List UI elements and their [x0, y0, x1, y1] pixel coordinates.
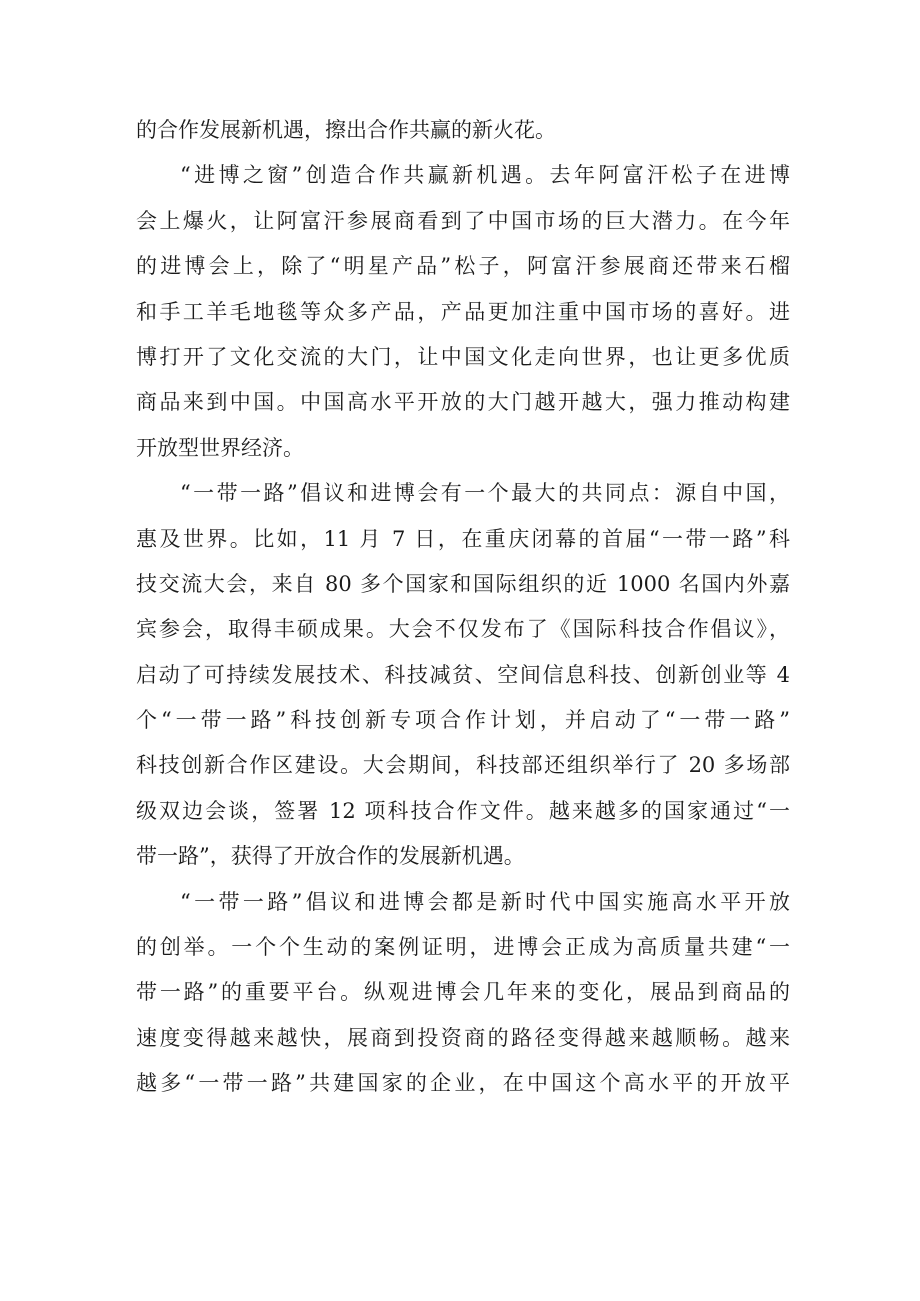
document-body: [136, 108, 790, 1107]
paragraph: [136, 108, 790, 153]
text-line: 惠及世界。比如，11 月 7 日，在重庆闭幕的首届“一带一路”科: [136, 526, 790, 551]
text-line: 的创举。一个个生动的案例证明，进博会正成为高质量共建“一: [136, 935, 790, 960]
text-line: “进博之窗”创造合作共赢新机遇。去年阿富汗松子在进博: [180, 163, 790, 188]
text-line: 个“一带一路”科技创新专项合作计划，并启动了“一带一路”: [136, 708, 790, 733]
text-line: 博打开了文化交流的大门，让中国文化走向世界，也让更多优质: [136, 344, 790, 369]
text-line: 开放型世界经济。: [136, 435, 304, 460]
text-line: 越多“一带一路”共建国家的企业，在中国这个高水平的开放平: [136, 1071, 790, 1096]
text-line: 商品来到中国。中国高水平开放的大门越开越大，强力推动构建: [136, 390, 790, 415]
text-line: 会上爆火，让阿富汗参展商看到了中国市场的巨大潜力。在今年: [136, 208, 790, 233]
paragraph: [136, 880, 790, 1107]
text-line: 的进博会上，除了“明星产品”松子，阿富汗参展商还带来石榴: [136, 254, 790, 279]
text-line: 速度变得越来越快，展商到投资商的路径变得越来越顺畅。越来: [136, 1025, 790, 1050]
text-line: 的合作发展新机遇，擦出合作共赢的新火花。: [136, 118, 556, 142]
text-line: “一带一路”倡议和进博会都是新时代中国实施高水平开放: [180, 889, 790, 914]
text-line: 宾参会，取得丰硕成果。大会不仅发布了《国际科技合作倡议》，: [136, 617, 790, 642]
text-line: “一带一路”倡议和进博会有一个最大的共同点：源自中国，: [180, 481, 790, 506]
paragraph: [136, 153, 790, 471]
text-line: 启动了可持续发展技术、科技减贫、空间信息科技、创新创业等 4: [136, 662, 790, 687]
text-line: 和手工羊毛地毯等众多产品，产品更加注重中国市场的喜好。进: [136, 299, 790, 324]
text-line: 科技创新合作区建设。大会期间，科技部还组织举行了 20 多场部: [136, 753, 790, 778]
text-line: 技交流大会，来自 80 多个国家和国际组织的近 1000 名国内外嘉: [136, 571, 790, 596]
text-line: 带一路”，获得了开放合作的发展新机遇。: [136, 844, 525, 869]
text-line: 带一路”的重要平台。纵观进博会几年来的变化，展品到商品的: [136, 980, 790, 1005]
paragraph: [136, 471, 790, 880]
text-line: 级双边会谈，签署 12 项科技合作文件。越来越多的国家通过“一: [136, 798, 790, 823]
